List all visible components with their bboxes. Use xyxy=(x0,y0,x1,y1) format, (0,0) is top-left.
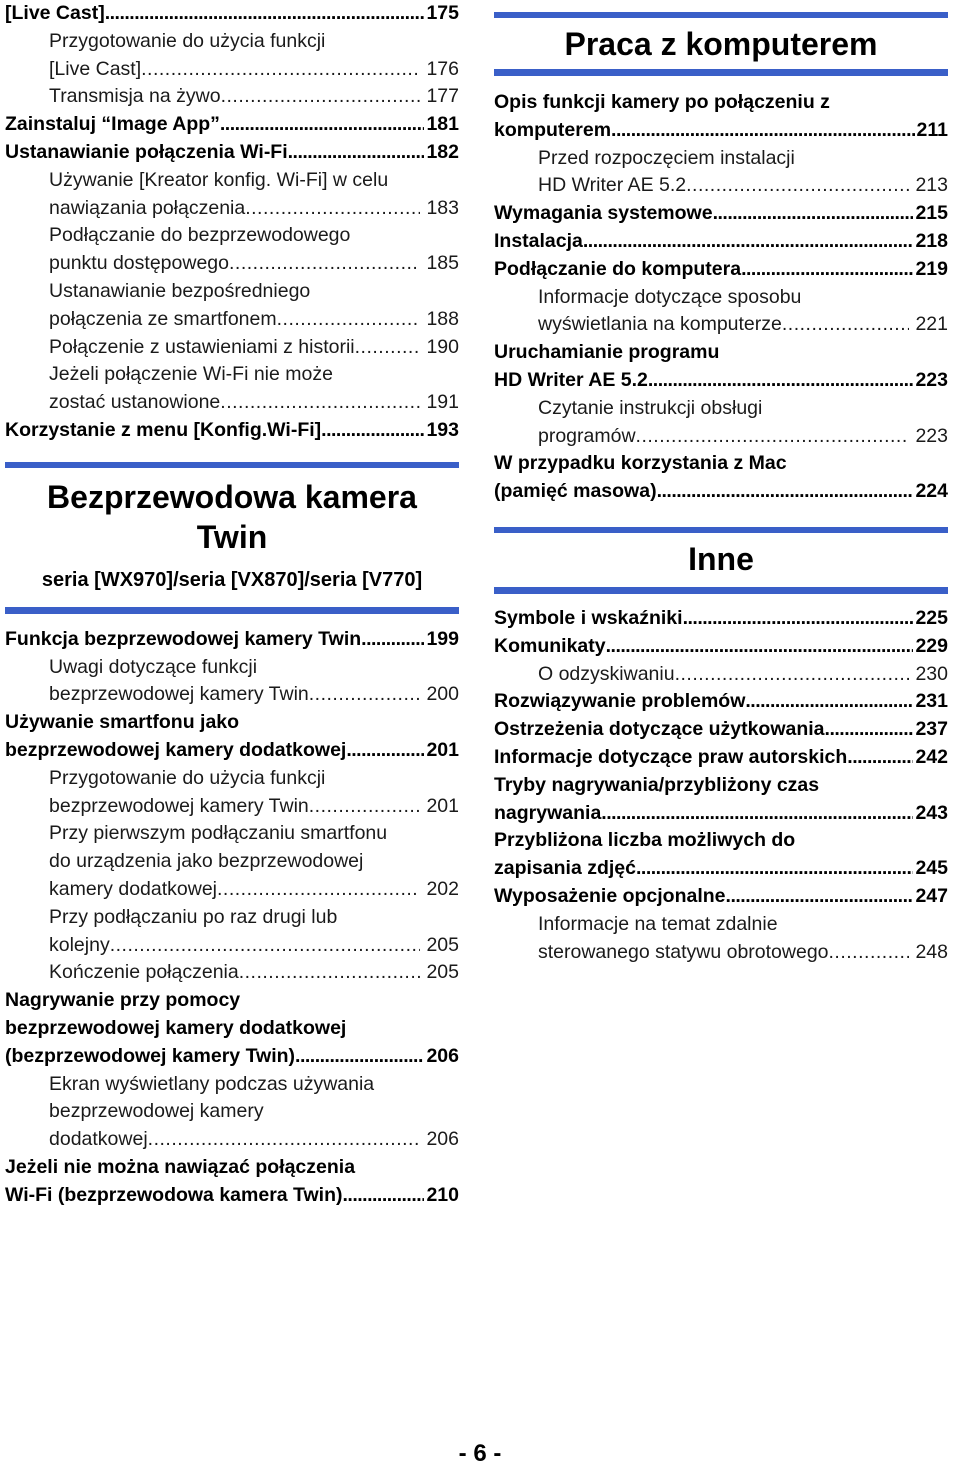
dot-leader xyxy=(636,855,913,883)
dot-leader xyxy=(611,117,915,145)
toc-entry-text: Informacje dotyczące sposobu xyxy=(538,285,802,308)
toc-entry-text: Instalacja xyxy=(494,229,583,252)
toc-entry-text: HD Writer AE 5.2 xyxy=(494,368,648,391)
toc-page-number: 231 xyxy=(915,690,948,713)
section-title: Praca z komputerem xyxy=(564,26,878,62)
toc-entry-text: Transmisja na żywo xyxy=(49,85,221,108)
toc-page-number: 223 xyxy=(915,368,948,391)
toc-page-number: 199 xyxy=(426,627,459,650)
toc-entry-text: bezprzewodowej kamery dodatkowej xyxy=(5,1016,347,1039)
dot-leader xyxy=(277,306,421,334)
dot-leader xyxy=(355,334,421,362)
toc-entry[interactable] xyxy=(494,744,948,772)
toc-entry-text: zapisania zdjęć xyxy=(494,857,636,880)
toc-entry-text: Ekran wyświetlany podczas używania xyxy=(49,1072,375,1095)
toc-page-number: 206 xyxy=(426,1044,459,1067)
toc-entry[interactable] xyxy=(5,904,459,960)
toc-entry-text: Rozwiązywanie problemów xyxy=(494,690,746,713)
toc-entry[interactable] xyxy=(5,28,459,84)
toc-entry-text: [Live Cast] xyxy=(5,2,105,24)
toc-entry-text: Nagrywanie przy pomocy xyxy=(5,989,241,1012)
toc-entry[interactable] xyxy=(494,228,948,256)
toc-page-number: 206 xyxy=(426,1128,459,1151)
toc-entry-text: bezprzewodowej kamery Twin xyxy=(49,683,309,706)
toc-entry-text: połączenia ze smartfonem xyxy=(49,307,277,330)
toc-entry-text: punktu dostępowego xyxy=(49,252,229,275)
toc-entry[interactable] xyxy=(5,987,459,1070)
toc-page-number: 175 xyxy=(426,2,459,24)
toc-page-number: 205 xyxy=(426,933,459,956)
toc-page-number: 177 xyxy=(426,85,459,108)
toc-entry-text: Funkcja bezprzewodowej kamery Twin xyxy=(5,627,362,650)
dot-leader xyxy=(295,1043,424,1071)
toc-entry[interactable] xyxy=(494,89,948,145)
toc-entry-text: Symbole i wskaźniki xyxy=(494,606,683,629)
toc-entry-text: Kończenie połączenia xyxy=(49,961,239,984)
toc-entry-text: Przybliżona liczba możliwych do xyxy=(494,829,796,852)
toc-entry[interactable] xyxy=(494,772,948,828)
toc-entry[interactable] xyxy=(494,827,948,883)
dot-leader xyxy=(847,744,913,772)
toc-entry[interactable] xyxy=(494,395,948,451)
dot-leader xyxy=(220,389,420,417)
toc-page-number: 224 xyxy=(915,480,948,503)
section-subtitle: seria [WX970]/seria [VX870]/seria [V770] xyxy=(41,568,423,591)
page-number: - 6 - xyxy=(458,1440,502,1467)
toc-page-number: 190 xyxy=(426,335,459,358)
toc-entry[interactable] xyxy=(5,654,459,710)
dot-leader xyxy=(220,111,425,139)
toc-page-number: 200 xyxy=(426,683,459,706)
toc-page-number: 191 xyxy=(426,391,459,414)
toc-page-number: 237 xyxy=(915,718,948,741)
section-title: Inne xyxy=(688,540,754,577)
toc-entry[interactable] xyxy=(494,145,948,201)
toc-entry-text: O odzyskiwaniu xyxy=(538,662,675,685)
dot-leader xyxy=(825,716,914,744)
dot-leader xyxy=(239,959,421,987)
toc-entry-text: sterowanego statywu obrotowego xyxy=(538,940,829,963)
toc-entry-text: Ostrzeżenia dotyczące użytkowania xyxy=(494,718,825,741)
toc-page-number: 183 xyxy=(426,196,459,219)
toc-entry-text: Przy pierwszym podłączaniu smartfonu xyxy=(49,822,388,845)
toc-page-number: 211 xyxy=(916,118,948,141)
toc-page-number: 247 xyxy=(915,884,948,907)
toc-entry-text: Czytanie instrukcji obsługi xyxy=(538,396,763,419)
toc-entry[interactable] xyxy=(5,959,459,987)
toc-entry-text: nagrywania xyxy=(494,801,602,824)
toc-group-twin-camera xyxy=(5,626,459,1210)
toc-entry-text: Uruchamianie programu xyxy=(494,341,720,364)
section-title-line-1: Bezprzewodowa kamera xyxy=(47,478,417,515)
toc-entry[interactable] xyxy=(5,222,459,278)
toc-entry-text: Jeżeli nie można nawiązać połączenia xyxy=(5,1155,356,1178)
toc-entry-text: Ustanawianie połączenia Wi-Fi xyxy=(5,140,288,163)
toc-entry-text: Jeżeli połączenie Wi-Fi nie może xyxy=(49,363,333,386)
dot-leader xyxy=(141,56,420,84)
toc-entry-text: Podłączanie do komputera xyxy=(494,257,742,280)
toc-entry-text: Informacje dotyczące praw autorskich xyxy=(494,745,848,768)
toc-page-number: 182 xyxy=(426,140,459,163)
toc-entry[interactable] xyxy=(5,765,459,821)
toc-entry-text: kamery dodatkowej xyxy=(49,877,217,900)
dot-leader xyxy=(648,367,914,395)
dot-leader xyxy=(675,661,910,689)
dot-leader xyxy=(713,200,914,228)
toc-entry-text: Opis funkcji kamery po połączeniu z xyxy=(494,91,830,113)
toc-entry[interactable] xyxy=(494,633,948,661)
toc-entry-text: (bezprzewodowej kamery Twin) xyxy=(5,1044,296,1067)
toc-page-number: 221 xyxy=(915,313,948,336)
dot-leader xyxy=(583,228,914,256)
left-column xyxy=(5,0,459,1209)
toc-entry[interactable] xyxy=(494,605,948,633)
toc-entry-text: do urządzenia jako bezprzewodowej xyxy=(49,850,364,873)
toc-entry-text: dodatkowej xyxy=(49,1128,148,1151)
toc-entry-text: bezprzewodowej kamery xyxy=(49,1100,264,1123)
toc-entry[interactable] xyxy=(5,278,459,334)
section-header-twin-camera xyxy=(5,462,459,614)
toc-entry-text: wyświetlania na komputerze xyxy=(538,313,782,336)
section-header-other xyxy=(494,527,948,594)
dot-leader xyxy=(217,876,420,904)
toc-entry-text: Przygotowanie do użycia funkcji xyxy=(49,766,326,789)
dot-leader xyxy=(245,195,420,223)
toc-page-number: 176 xyxy=(426,57,459,80)
dot-leader xyxy=(601,800,913,828)
toc-entry-text: Informacje na temat zdalnie xyxy=(538,912,778,935)
dot-leader xyxy=(361,626,424,654)
toc-page-number: 193 xyxy=(426,418,459,441)
dot-leader xyxy=(741,256,913,284)
toc-page-number: 181 xyxy=(426,113,459,136)
dot-leader xyxy=(346,737,424,765)
toc-page-number: 188 xyxy=(426,307,459,330)
toc-entry[interactable] xyxy=(5,83,459,111)
toc-entry[interactable] xyxy=(5,0,459,28)
toc-entry-text: programów xyxy=(538,424,636,447)
toc-entry-text: Przygotowanie do użycia funkcji xyxy=(49,29,326,52)
toc-entry[interactable] xyxy=(494,339,948,395)
toc-entry-text: Uwagi dotyczące funkcji xyxy=(49,655,258,678)
right-column xyxy=(494,0,948,966)
dot-leader xyxy=(221,83,421,111)
toc-page-number: 229 xyxy=(915,634,948,657)
dot-leader xyxy=(606,633,914,661)
toc-page-number: 185 xyxy=(426,252,459,275)
toc-page-number: 213 xyxy=(915,174,948,197)
toc-entry-text: bezprzewodowej kamery dodatkowej xyxy=(5,738,347,761)
toc-entry-text: Połączenie z ustawieniami z historii xyxy=(49,335,355,358)
dot-leader xyxy=(686,172,909,200)
toc-entry[interactable] xyxy=(5,139,459,167)
toc-entry-text: (pamięć masowa) xyxy=(494,480,657,503)
toc-page-number: 225 xyxy=(915,606,948,629)
toc-page-number: 242 xyxy=(915,745,948,768)
toc-entry-text: Zainstaluj “Image App” xyxy=(5,113,220,136)
toc-entry[interactable] xyxy=(494,716,948,744)
toc-page-number: 243 xyxy=(915,801,948,824)
toc-entry-text: W przypadku korzystania z Mac xyxy=(494,452,787,475)
dot-leader xyxy=(683,605,914,633)
toc-entry[interactable] xyxy=(5,167,459,223)
toc-page-number: 248 xyxy=(915,940,948,963)
dot-leader xyxy=(657,478,914,506)
toc-entry-text: bezprzewodowej kamery Twin xyxy=(49,794,309,817)
dot-leader xyxy=(148,1126,421,1154)
toc-group-computer xyxy=(494,89,948,506)
toc-entry[interactable] xyxy=(494,883,948,911)
dot-leader xyxy=(782,311,910,339)
dot-leader xyxy=(321,417,424,445)
dot-leader xyxy=(110,932,421,960)
toc-entry[interactable] xyxy=(494,200,948,228)
dot-leader xyxy=(343,1182,425,1210)
toc-group-wifi xyxy=(5,0,459,445)
section-header-computer xyxy=(494,12,948,76)
toc-entry-text: Wyposażenie opcjonalne xyxy=(494,884,726,907)
section-rule-bottom xyxy=(494,587,948,594)
toc-entry[interactable] xyxy=(5,334,459,362)
toc-page-number: 218 xyxy=(915,229,948,252)
toc-entry-text: zostać ustanowione xyxy=(49,391,221,414)
toc-page-number: 230 xyxy=(915,662,948,685)
toc-page-number: 202 xyxy=(426,877,459,900)
toc-entry-text: Wymagania systemowe xyxy=(494,202,713,225)
toc-entry[interactable] xyxy=(494,284,948,340)
toc-entry-text: Komunikaty xyxy=(494,634,606,657)
toc-entry-text: Używanie [Kreator konfig. Wi-Fi] w celu xyxy=(49,168,389,191)
toc-entry-text: komputerem xyxy=(494,118,612,141)
toc-entry[interactable] xyxy=(5,1154,459,1210)
toc-page-number: 205 xyxy=(426,961,459,984)
section-rule-bottom xyxy=(5,607,459,614)
section-rule-bottom xyxy=(494,69,948,76)
toc-page-number: 219 xyxy=(915,257,948,280)
toc-entry-text: Wi-Fi (bezprzewodowa kamera Twin) xyxy=(5,1183,343,1206)
section-title-line-2: Twin xyxy=(196,518,268,555)
toc-entry[interactable] xyxy=(494,688,948,716)
dot-leader xyxy=(745,688,913,716)
toc-entry[interactable] xyxy=(494,256,948,284)
toc-entry[interactable] xyxy=(494,450,948,506)
toc-entry[interactable] xyxy=(5,361,459,417)
toc-entry-text: nawiązania połączenia xyxy=(49,196,246,219)
dot-leader xyxy=(105,0,425,28)
toc-entry-text: Ustanawianie bezpośredniego xyxy=(49,279,311,302)
dot-leader xyxy=(288,139,425,167)
toc-entry-text: Przy podłączaniu po raz drugi lub xyxy=(49,905,338,928)
toc-entry-text: Podłączanie do bezprzewodowego xyxy=(49,224,351,247)
toc-entry[interactable] xyxy=(5,1071,459,1154)
dot-leader xyxy=(726,883,914,911)
toc-page-number: 210 xyxy=(426,1183,459,1206)
dot-leader xyxy=(309,681,421,709)
toc-group-other xyxy=(494,605,948,966)
dot-leader xyxy=(229,250,420,278)
toc-page-number: 201 xyxy=(426,794,459,817)
toc-entry[interactable] xyxy=(5,626,459,654)
toc-page-number: 215 xyxy=(915,202,948,225)
toc-entry-text: Tryby nagrywania/przybliżony czas xyxy=(494,773,820,796)
toc-entry-text: kolejny xyxy=(49,933,110,956)
toc-entry-text: Przed rozpoczęciem instalacji xyxy=(538,146,795,169)
toc-page-number: 201 xyxy=(426,738,459,761)
toc-entry-text: HD Writer AE 5.2 xyxy=(538,174,687,197)
toc-entry-text: [Live Cast] xyxy=(49,57,142,80)
dot-leader xyxy=(309,793,421,821)
toc-entry-text: Używanie smartfonu jako xyxy=(5,711,240,734)
toc-page-number: 245 xyxy=(915,857,948,880)
dot-leader xyxy=(636,423,910,451)
toc-entry[interactable] xyxy=(5,111,459,139)
toc-entry[interactable] xyxy=(5,417,459,445)
toc-page-number: 223 xyxy=(915,424,948,447)
toc-entry[interactable] xyxy=(494,661,948,689)
toc-entry-text: Korzystanie z menu [Konfig.Wi-Fi] xyxy=(5,418,322,441)
toc-entry[interactable] xyxy=(5,709,459,765)
dot-leader xyxy=(829,939,910,967)
toc-entry[interactable] xyxy=(5,820,459,903)
toc-entry[interactable] xyxy=(494,911,948,967)
